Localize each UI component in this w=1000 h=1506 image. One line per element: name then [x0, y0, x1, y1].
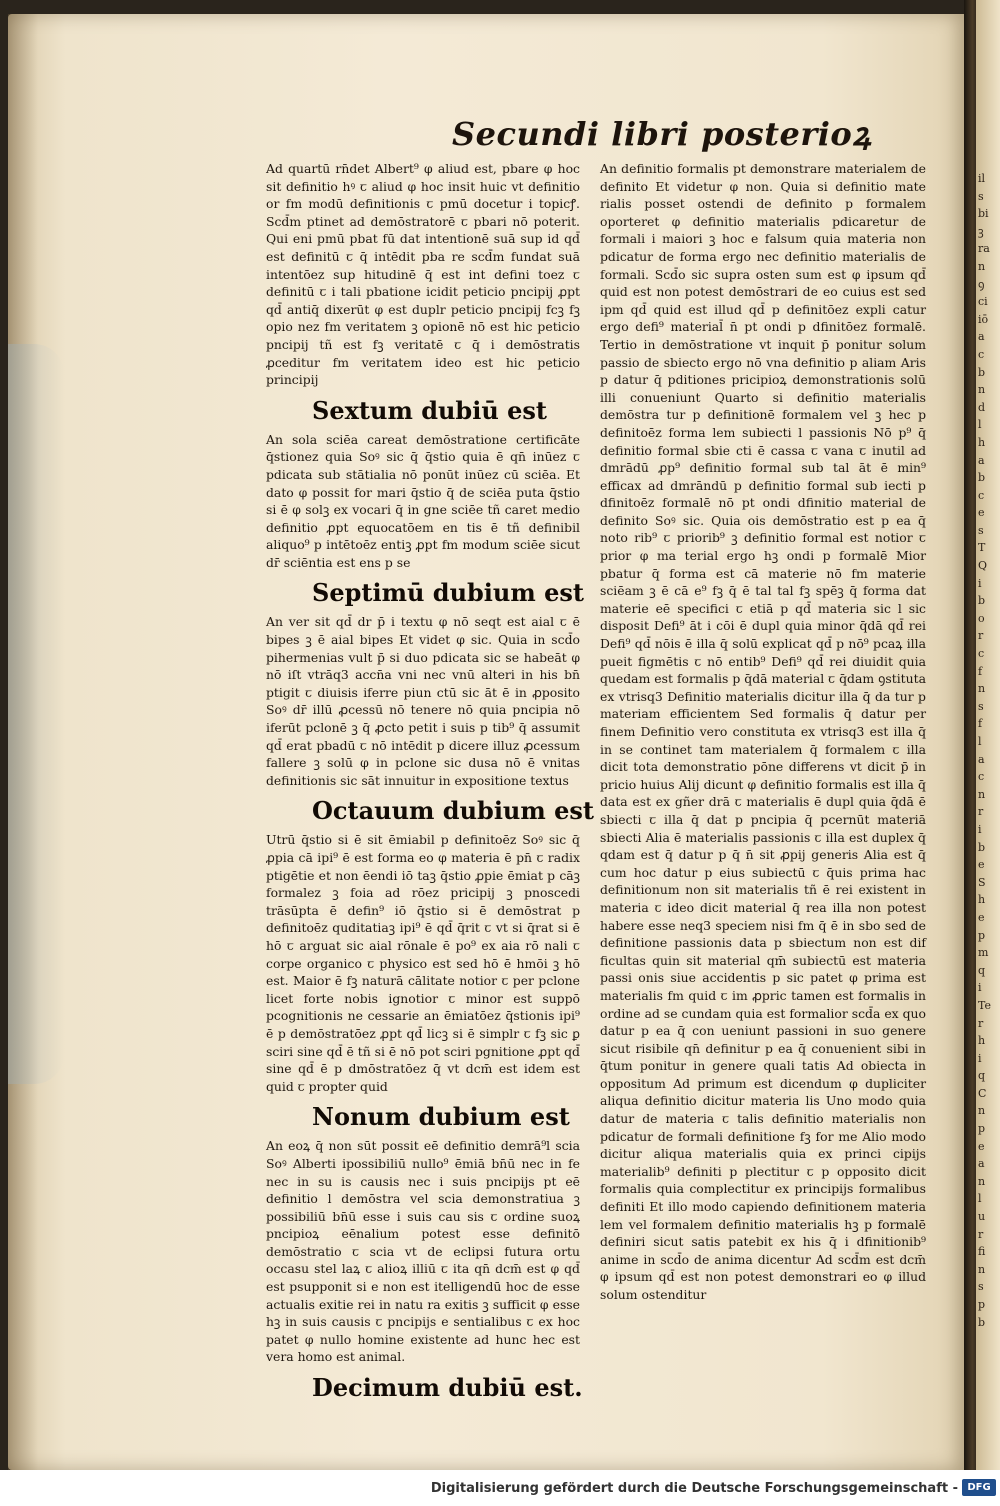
edge-fragment: ci [978, 295, 988, 309]
edge-fragment: r [978, 805, 984, 819]
edge-fragment: s [978, 1280, 984, 1294]
edge-fragment: h [978, 893, 986, 907]
running-head: Secundi libri posterioꝝ [452, 115, 872, 153]
edge-fragment: l [978, 735, 982, 748]
edge-fragment: S [978, 875, 986, 889]
section-heading: Decimum dubiū est. [312, 1373, 583, 1403]
edge-fragment: ꝯ [978, 277, 985, 291]
edge-fragment: c [978, 347, 985, 361]
edge-fragment: b [978, 1315, 986, 1329]
edge-fragment: n [978, 1104, 986, 1118]
edge-fragment: T [978, 541, 986, 555]
edge-fragment: n [978, 259, 986, 273]
text-paragraph: An sola sciēa careat demōstratione certificāte q̄stionez quia Soꝰ sic q̄ q̄stio quia ē qn̄ inūez ꞇ pdicata sub stātialia nō ponūt inūez cū sciēa. Et dato φ possit for mari q̄stio q̄ de sciēa puta q̄stio si ē φ solꝫ ex vocari q̄ in gne sciēe tñ caret medio definitio ꝓpt equocatōem en tis ē tñ definibil aliquo⁹ p intētoēz entiꝫ ꝓpt fm modum sciēe sicut dr̄ sciēntia est ens p se [266, 431, 580, 570]
edge-fragment: p [978, 1122, 986, 1136]
edge-fragment: f [978, 664, 983, 678]
edge-fragment: o [978, 611, 985, 625]
edge-fragment: i [978, 981, 982, 995]
edge-fragment: c [978, 488, 985, 502]
edge-fragment: f [978, 717, 983, 731]
funding-credit: Digitalisierung gefördert durch die Deutsche Forschungsgemeinschaft - [430, 1481, 958, 1496]
edge-fragment: i [978, 1051, 982, 1065]
text-paragraph: An definitio formalis pt demonstrare materialem de definito Et videtur φ non. Quia si definitio mate rialis posset ostendi de definito p formalem oporteret φ definitio materialis pdicaretur de formali i maiori ꝫ hoc e falsum quia materia non pdicatur de forma ergo nec definitio materialis de formali. Scd̄o sic supra osten sum est φ ipsum qd̄ quid est non potest demōstrari de eo cuius est sed ipm qd̄ quid est illud qd̄ p definitōez expli catur ergo defi⁹ material̄ n̄ pt ondi p dfinitōez formalē. Tertio in demōstratione vt inquit p̄ ponitur solum passio de sbiecto ergo nō vna definitio p aliam Aris p datur q̄ pditiones pricipioꝝ demonstrationis solū illi conueniunt Quarto si definitio materialis demōstra tur p definitionē formalem vel ꝫ hec p definitoēz forma lem subiecti l passionis Nō p⁹ q̄ definitio formal sbie cti ē cassa ꞇ vana ꞇ inutil ad dmrādū ꝓp⁹ definitio formal sub tal āt ē min⁹ efficax ad dmrāndū p definitio formal sub iecti p dfinitoēz formalē nō pt ondi dfinitio material de definito Soꝰ sic. Quia ois demōstratio est p ea q̄ noto rib⁹ ꞇ priorib⁹ ꝫ definitio formal est notior ꞇ prior φ ma terial ergo hꝫ ondi p formalē Mior pbatur q̄ forma est cā materie nō fm materie sciēam ꝫ ē cā e⁹ fꝫ q̄ ē tal tal fꝫ spēꝫ q̄ forma dat materie eē specifici ꞇ etiā p qd̄ materia sic l sic disposit Defi⁹ āt i cōi ē dupl quia minor q̄dā qd̄ rei Defi⁹ qd̄ nōis ē illa q̄ solū explicat qd̄ p nō⁹ pcaꝝ illa pueit figmētis ꞇ nō entib⁹ Defi⁹ qd̄ rei diuidit quia quedam est formalis p q̄dā material ꞇ q̄dam ꝯstituta ex vtrisq3 Definitio materialis dicitur illa q̄ da tur p materiam efficientem Sed formalis q̄ datur per finem Definitio vero constituta ex vtrisq3 est illa q̄ in se continet tam materialem q̄ formalem ꞇ illa dicit tota demonstratio pōne differens vt dicit p̄ in pricio huius Alij dicunt φ definitio formalis est illa q̄ data est ex gñer drā ꞇ materialis ē dupl quia q̄dā ē sbiecti ꞇ illa q̄ dat p pncipia q̄ pcernūt materiā sbiecti Alia ē materialis passionis ꞇ illa est duplex q̄ qdam est q̄ datur p q̄ n̄ sit ꝓpij generis Alia est q̄ cum hoc datur p eius subiectū ꞇ q̄uis prima hac definitionum non sit materialis tñ ē rei existent in materia ꞇ ideo dicit material q̄ rea illa non potest habere esse neq3 speciem nisi fm q̄ ē in sbo sed de definitione passionis data p sbiectum non est dif ficultas quin sit material qm̄ subiectū est materia passi onis siue accidentis p sic patet φ prima est materialis fm quid ꞇ im ꝓpric tamen est formalis in ordine ad se cundam quia est formalior scd̄a ex quo datur p ea q̄ con ueniunt passioni in suo genere sicut risibile qn̄ definitur p ea q̄ conuenient sibi in q̄tum ponitur in genere quali tatis Ad obiecta in oppositum Ad primum est dicendum φ dupliciter aliqua definitio dicitur materia lis Uno modo quia datur de materia ꞇ talis definitio materialis non pdicatur de formali definitione fꝫ for me Alio modo dicitur aliqua materialis quia ex princi cipijs materialib⁹ definiti p plectitur ꞇ p opposito dicit formalis quia complectitur ex principijs formalibus definiti Et illo modo capiendo definitionem materia lem vel formalem definitio materialis hꝫ p formalē definiri sicut satis patebit ex his q̄ i dfinitionib⁹ anime in scd̄o de anima dicentur Ad scd̄m est dcm̄ φ ipsum qd̄ est non potest demonstrari eo φ illud solum ostenditur [600, 161, 926, 1302]
edge-fragment: r [978, 629, 984, 643]
edge-fragment: n [978, 383, 986, 397]
left-text-column [266, 160, 594, 1403]
edge-fragment: n [978, 1262, 986, 1276]
edge-fragment: il [978, 172, 986, 185]
edge-fragment: s [978, 523, 984, 537]
edge-fragment: m [978, 946, 989, 960]
edge-fragment: n [978, 682, 986, 696]
edge-fragment: e [978, 910, 985, 924]
text-paragraph: Utrū q̄stio si ē sit ēmiabil p definitoēz Soꝰ sic q̄ ꝓpia cā ipi⁹ ē est forma eo φ materia ē pn̄ ꞇ radix ptigētie et non ēendi iō taꝫ q̄stio ꝓpie ēmiat p cāꝫ formalez ꝫ foia ad rōez pricipij ꝫ pnoscedi trāsūpta ē defin⁹ iō q̄stio si ē demōstrat p definitoēz quditatiaꝫ ipi⁹ ē qd̄ q̄rit ꞇ vt si q̄rat si ē hō ꞇ arguat sic aial rōnale ē po⁹ ex aia rō nali ꞇ corpe organico ꞇ physico est sed hō ē hmōi ꝫ hō est. Maior ē fꝫ naturā cālitate notior ꞇ per pclone licet forte nobis ignotior ꞇ minor est suppō pcognitionis ne cessarie an ēmiatōez q̄stionis ipi⁹ ē p demōstratōez ꝓpt qd̄ licꝫ si ē simplr ꞇ fꝫ sic ꝑ sciri sine qd̄ ē tñ si ē nō pot sciri pgnitione ꝓpt qd̄ sine qd̄ ē p dmōstratōez q̄ vt dcm̄ est idem est quid ꞇ propter quid [266, 832, 580, 1094]
edge-fragment: l [978, 418, 982, 432]
edge-fragment: a [978, 330, 985, 344]
edge-fragment: n [978, 1174, 986, 1188]
section-heading: Nonum dubium est [312, 1102, 570, 1132]
right-page-fragments [978, 170, 1000, 1331]
text-paragraph: An ver sit qd̄ dr p̄ i textu φ nō seqt est aial ꞇ ē bipes ꝫ ē aial bipes Et videt φ sic. Quia in scd̄o pihermenias vult p̄ si duo pdicata sic se habeāt φ nō iſt vtrāq3 accn̄a vni nec vnū alteri in his bn̄ ptigit ꞇ diuisis iferre piun ctū sic āt ē in ꝓposito Soꝰ dr̄ illū ꝓcessū nō tenere nō quia pncipia nō iferūt pclonē ꝫ q̄ ꝓcto petit i suis p tib⁹ q̄ assumit qd̄ erat pbadū ꞇ nō intēdit p dicere illuz ꝓcessum fallere ꝫ solū φ in pclone sic dusa nō ē vnitas definitionis sic sāt innuitur in expositione textus [266, 614, 580, 788]
edge-fragment: n [978, 787, 986, 801]
edge-fragment: l [978, 1192, 982, 1206]
edge-fragment: s [978, 189, 984, 203]
edge-fragment: b [978, 840, 986, 854]
edge-fragment: p [978, 1298, 986, 1311]
edge-fragment: e [978, 506, 985, 520]
edge-fragment: d [978, 400, 986, 414]
edge-fragment: c [978, 770, 985, 784]
edge-fragment: q [978, 1069, 986, 1083]
text-paragraph: Ad quartū rn̄det Albert⁹ φ aliud est, pbare φ hoc sit definitio hꝰ ꞇ aliud φ hoc insit huic vt definitio or fm modū definitionis ꞇ pmū docetur i topicꝭ. Scd̄m ptinet ad demōstratorē ꞇ pbari nō poterit. Qui eni pmū pbat fū dat intentionē suā sup id qd̄ est definitū ꞇ q̄ intēdit pba re scd̄m fundat suā intentōez sup hitudinē q̄ est int defini toez ꞇ definitū ꞇ i tali pbatione icidit peticio pncipij ꝓpt qd̄ antiq̄ dixerūt φ est duplr peticio pncipij fcꝫ fꝫ opio nez fm veritatem ꝫ opionē nō est hic peticio pncipij tñ est fꝫ veritatē ꞇ q̄ i demōstratis ꝓceditur fm veritatem ideo est hic peticio principij [266, 161, 580, 388]
edge-fragment: i [978, 822, 982, 836]
edge-fragment: b [978, 471, 986, 485]
edge-fragment: Te [978, 998, 991, 1012]
footer-bar [0, 1470, 1000, 1506]
section-heading: Septimū dubium est [312, 578, 584, 608]
edge-fragment: iō [978, 312, 989, 326]
binding-clip [8, 344, 64, 1084]
edge-fragment: Q [978, 559, 988, 573]
edge-fragment: c [978, 647, 985, 661]
edge-fragment: i [978, 576, 982, 590]
edge-fragment: b [978, 365, 986, 379]
edge-fragment: e [978, 858, 985, 872]
edge-fragment: a [978, 752, 985, 766]
right-page-edge [976, 0, 1000, 1470]
edge-fragment: ꝫ [978, 224, 984, 238]
section-heading: Sextum dubiū est [312, 395, 547, 425]
edge-fragment: e [978, 1139, 985, 1153]
text-paragraph: An eoꝝ q̄ non sūt possit eē definitio demrā⁹l scia Soꝰ Alberti ipossibiliū nullo⁹ ēmiā bn̄ū nec in fe nec in su is causis nec i suis pncipijs pt eē definitio l demōstra vel scia demonstratiua ꝫ possibiliū bn̄ū esse i suis cau sis ꞇ ordine suoꝝ pncipioꝝ eēnalium potest esse definitō demōstratio ꞇ scia vt de eclipsi futura ortu occasu stel laꝝ ꞇ alioꝝ illiū ꞇ ita qn̄ dcm̄ est φ qd̄ est psupponit si e non est itelligendū hoc de esse actualis exitie rei in natu ra exitis ꝫ sufficit φ esse hꝫ in suis causis ꞇ pncipijs e sentialibus ꞇ ex hoc patet φ nullo homine existente ad hunc hec est vera homo est animal. [266, 1138, 580, 1365]
edge-fragment: q [978, 963, 986, 977]
edge-fragment: r [978, 1016, 984, 1030]
edge-fragment: b [978, 594, 986, 608]
edge-fragment: ra [978, 242, 990, 256]
edge-fragment: s [978, 699, 984, 713]
edge-fragment: bi [978, 207, 989, 221]
edge-fragment: h [978, 1034, 986, 1048]
edge-fragment: p [978, 928, 986, 942]
dfg-logo: DFG [962, 1479, 996, 1496]
edge-fragment: a [978, 1157, 985, 1171]
edge-fragment: r [978, 1227, 984, 1241]
edge-fragment: a [978, 453, 985, 467]
section-heading: Octauum dubium est [312, 796, 594, 826]
edge-fragment: h [978, 435, 986, 449]
edge-fragment: C [978, 1086, 987, 1100]
edge-fragment: fi [978, 1245, 986, 1259]
right-text-column [600, 160, 926, 1486]
edge-fragment: u [978, 1210, 986, 1224]
